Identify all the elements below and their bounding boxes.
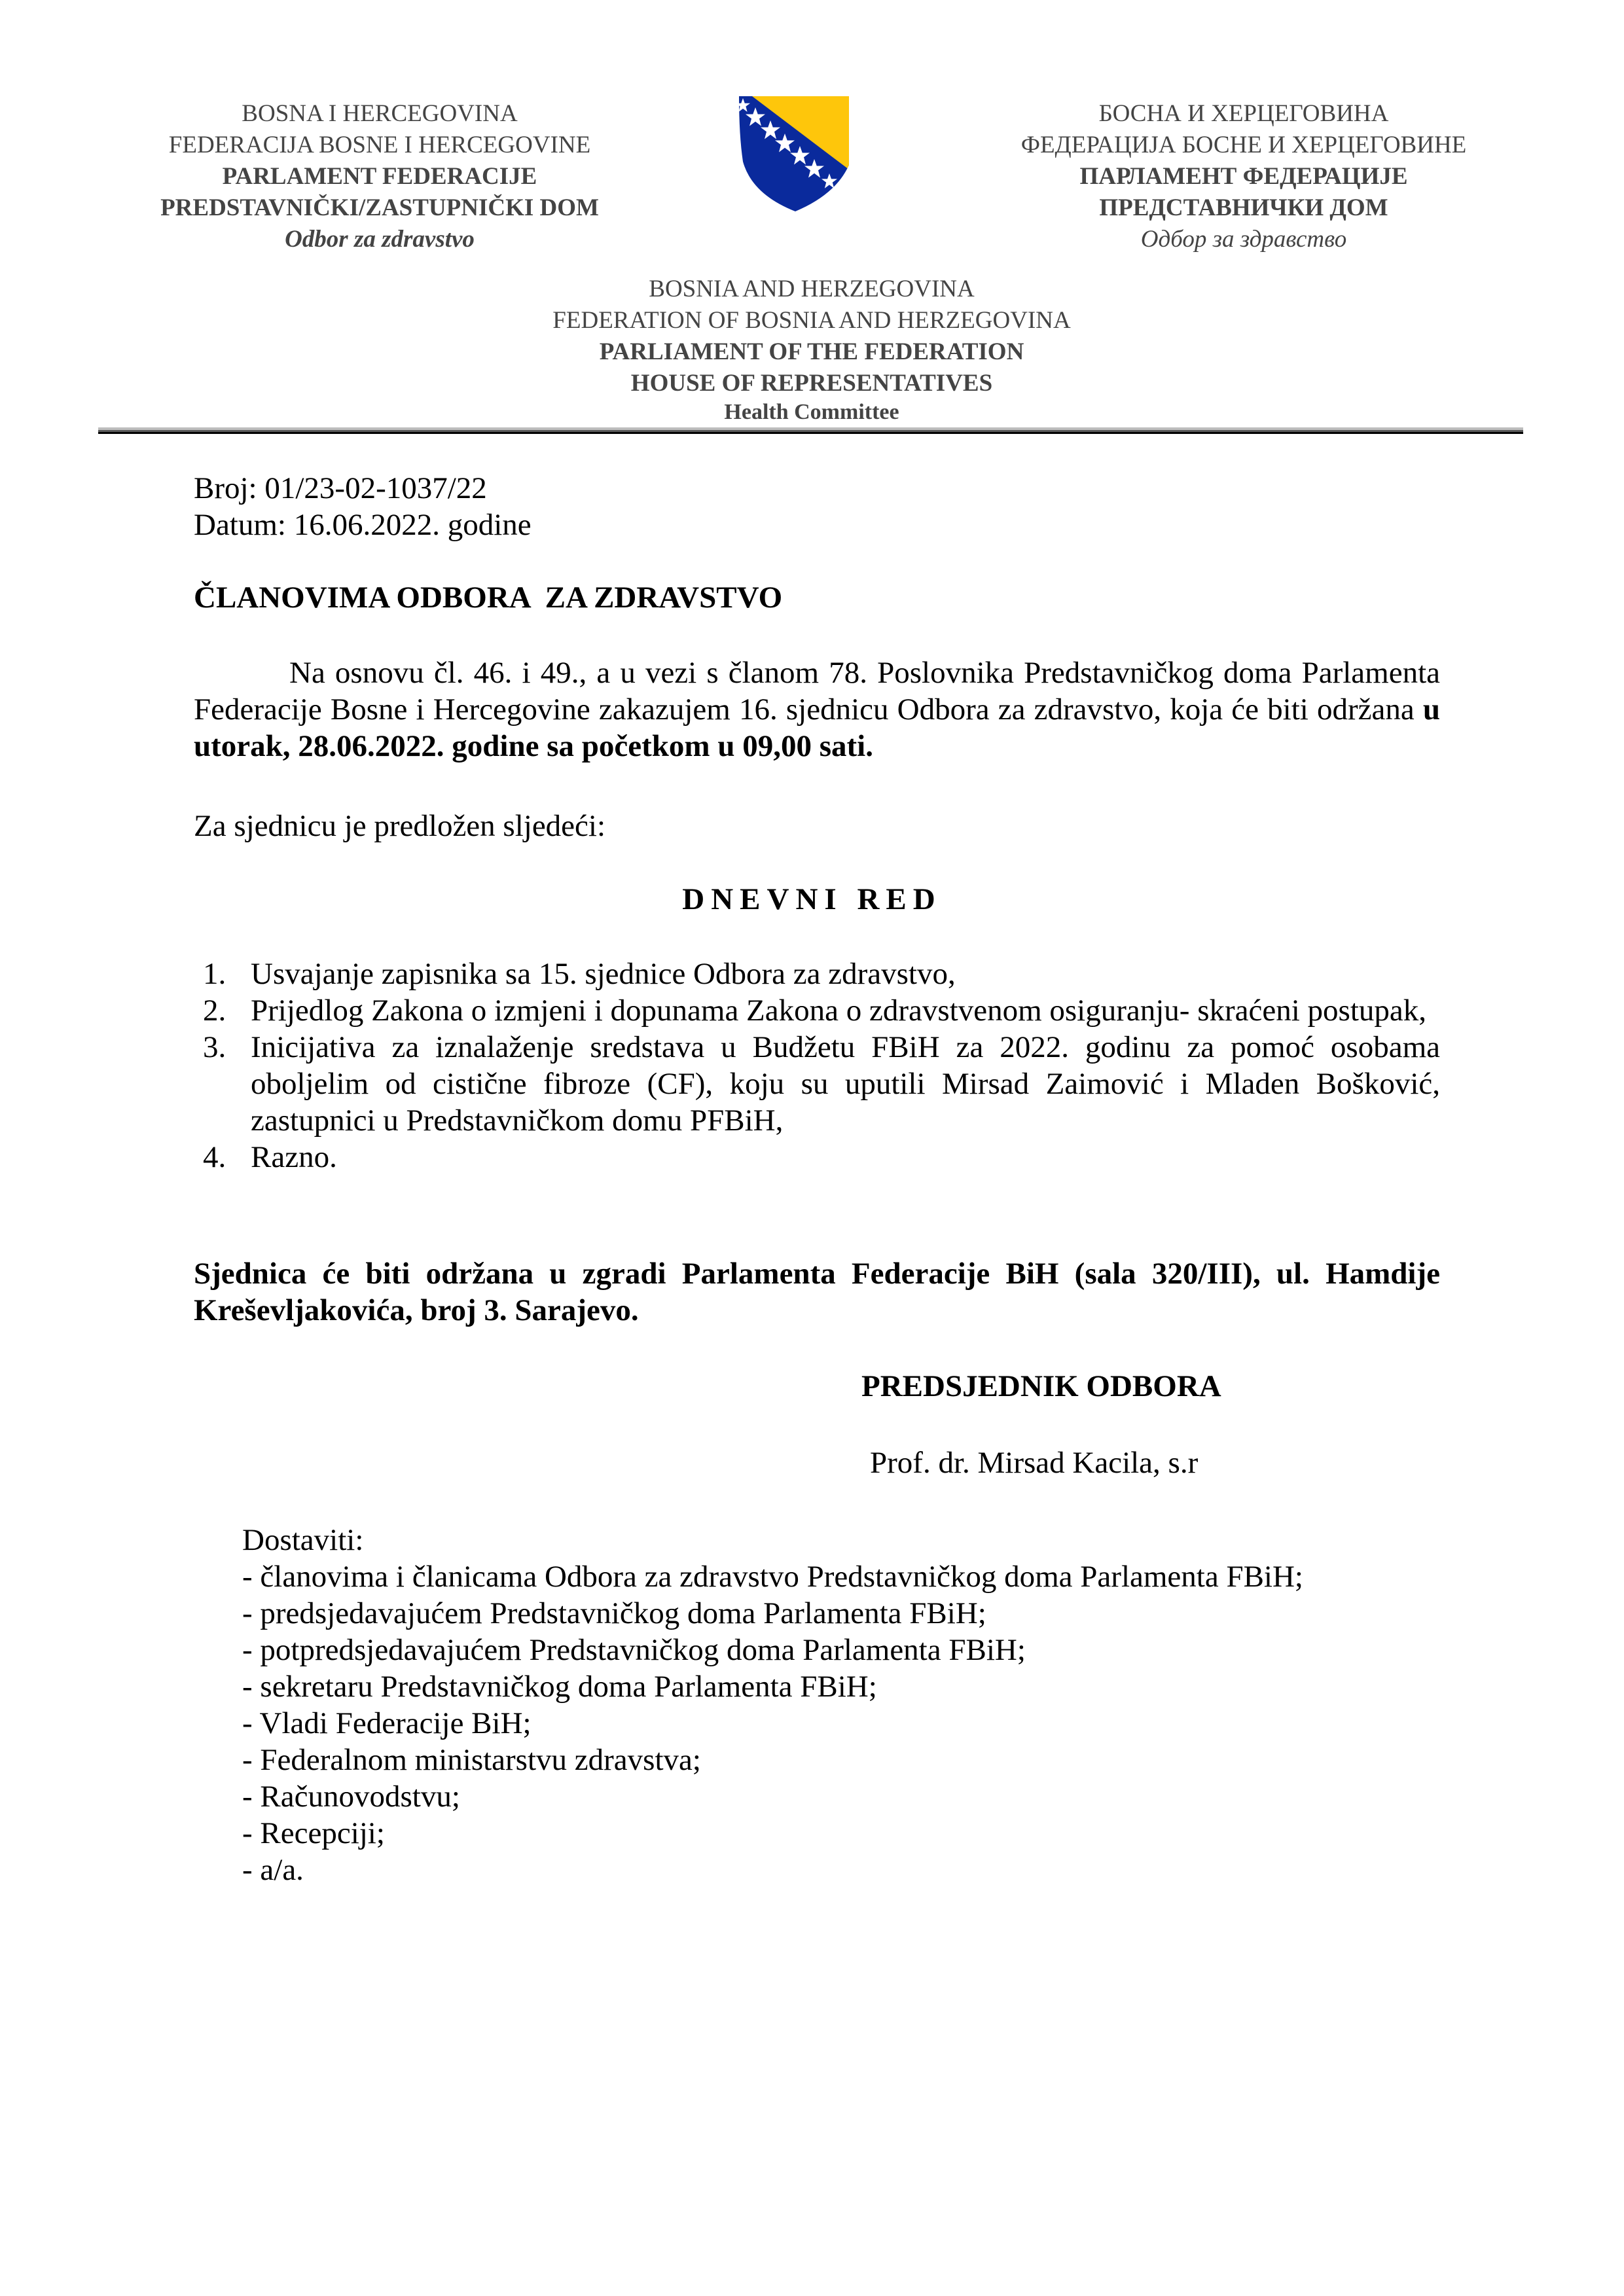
- agenda-item-number: 2.: [203, 994, 226, 1028]
- letterhead-federation: FEDERACIJA BOSNE I HERCEGOVINE: [168, 132, 591, 158]
- document-number: Broj: 01/23-02-1037/22: [194, 471, 487, 505]
- letterhead-left: [79, 98, 681, 255]
- signature-title: PREDSJEDNIK ODBORA: [861, 1369, 1221, 1403]
- bih-coat-of-arms-icon: [738, 96, 849, 211]
- delivery-item: - Računovodstvu;: [242, 1780, 460, 1814]
- intro-paragraph: [194, 655, 1440, 764]
- letterhead-house-cyrillic: ПРЕДСТАВНИЧКИ ДОМ: [1099, 194, 1388, 221]
- agenda-item-text: Razno.: [251, 1140, 337, 1174]
- letterhead-committee: Odbor za zdravstvo: [285, 226, 475, 253]
- delivery-item: - potpredsjedavajućem Predstavničkog doma Parlamenta FBiH;: [242, 1633, 1026, 1667]
- letterhead-divider: [98, 427, 1523, 434]
- delivery-item: - predsjedavajućem Predstavničkog doma Parlamenta FBiH;: [242, 1596, 986, 1630]
- signature-name: Prof. dr. Mirsad Kacila, s.r: [870, 1446, 1199, 1480]
- agenda-item: [194, 1139, 1440, 1175]
- letterhead-federation-english: FEDERATION OF BOSNIA AND HERZEGOVINA: [552, 307, 1071, 334]
- letterhead-country: BOSNA I HERCEGOVINA: [242, 100, 518, 127]
- letterhead-parliament-cyrillic: ПАРЛАМЕНТ ФЕДЕРАЦИЈЕ: [1079, 163, 1408, 190]
- document-reference: [194, 470, 532, 543]
- letterhead-house-english: HOUSE OF REPRESENTATIVES: [630, 370, 993, 397]
- letterhead-committee-english: Health Committee: [724, 400, 899, 424]
- agenda-item-number: 4.: [203, 1140, 226, 1174]
- addressee-heading: ČLANOVIMA ODBORA ZA ZDRAVSTVO: [194, 581, 783, 615]
- delivery-item: - sekretaru Predstavničkog doma Parlamenta FBiH;: [242, 1670, 877, 1704]
- letterhead-center: [419, 274, 1204, 425]
- agenda-item: [194, 956, 1440, 992]
- letterhead-house: PREDSTAVNIČKI/ZASTUPNIČKI DOM: [160, 194, 599, 221]
- document-date: Datum: 16.06.2022. godine: [194, 508, 532, 542]
- delivery-item: - Recepciji;: [242, 1816, 385, 1850]
- letterhead-country-cyrillic: БОСНА И ХЕРЦЕГОВИНА: [1098, 100, 1389, 127]
- delivery-item: - Federalnom ministarstvu zdravstva;: [242, 1743, 701, 1777]
- intro-meeting-time: u utorak, 28.06.2022. godine sa početkom u 09,00 sati.: [194, 692, 1440, 763]
- letterhead-federation-cyrillic: ФЕДЕРАЦИЈА БОСНЕ И ХЕРЦЕГОВИНЕ: [1020, 132, 1467, 158]
- delivery-label: Dostaviti:: [242, 1523, 364, 1557]
- agenda-item-text: Inicijativa za iznalaženje sredstava u Budžetu FBiH za 2022. godinu za pomoć osobama oboljelim od cistične fibroze (CF), koju su uputili Mirsad Zaimović i Mladen Bošković, zastupnici u Predstavničkom domu PFBiH,: [251, 1030, 1440, 1138]
- delivery-list: [242, 1522, 1303, 1888]
- letterhead-right: [943, 98, 1545, 255]
- agenda-item-text: Prijedlog Zakona o izmjeni i dopunama Zakona o zdravstvenom osiguranju- skraćeni postupak,: [251, 994, 1426, 1028]
- agenda-item: [194, 992, 1440, 1029]
- letterhead-parliament-english: PARLIAMENT OF THE FEDERATION: [599, 338, 1024, 365]
- delivery-item: - članovima i članicama Odbora za zdravstvo Predstavničkog doma Parlamenta FBiH;: [242, 1560, 1303, 1594]
- delivery-item: - a/a.: [242, 1853, 304, 1887]
- delivery-item: - Vladi Federacije BiH;: [242, 1706, 532, 1740]
- agenda-intro: Za sjednicu je predložen sljedeći:: [194, 809, 606, 843]
- letterhead-parliament: PARLAMENT FEDERACIJE: [222, 163, 537, 190]
- agenda-item-number: 3.: [203, 1030, 226, 1064]
- agenda-list: [194, 956, 1440, 1175]
- agenda-item-number: 1.: [203, 957, 226, 991]
- agenda-title: DNEVNI RED: [682, 882, 942, 916]
- letterhead-country-english: BOSNIA AND HERZEGOVINA: [649, 276, 975, 302]
- letterhead-committee-cyrillic: Одбор за здравство: [1140, 226, 1347, 253]
- meeting-location: Sjednica će biti održana u zgradi Parlamenta Federacije BiH (sala 320/III), ul. Hamdije Kreševljakovića, broj 3. Sarajevo.: [194, 1257, 1440, 1327]
- agenda-item: [194, 1029, 1440, 1139]
- intro-text: Na osnovu čl. 46. i 49., a u vezi s članom 78. Poslovnika Predstavničkog doma Parlamenta Federacije Bosne i Hercegovine zakazujem 16. sjednicu Odbora za zdravstvo, koja će biti održana: [194, 656, 1440, 726]
- agenda-item-text: Usvajanje zapisnika sa 15. sjednice Odbora za zdravstvo,: [251, 957, 956, 991]
